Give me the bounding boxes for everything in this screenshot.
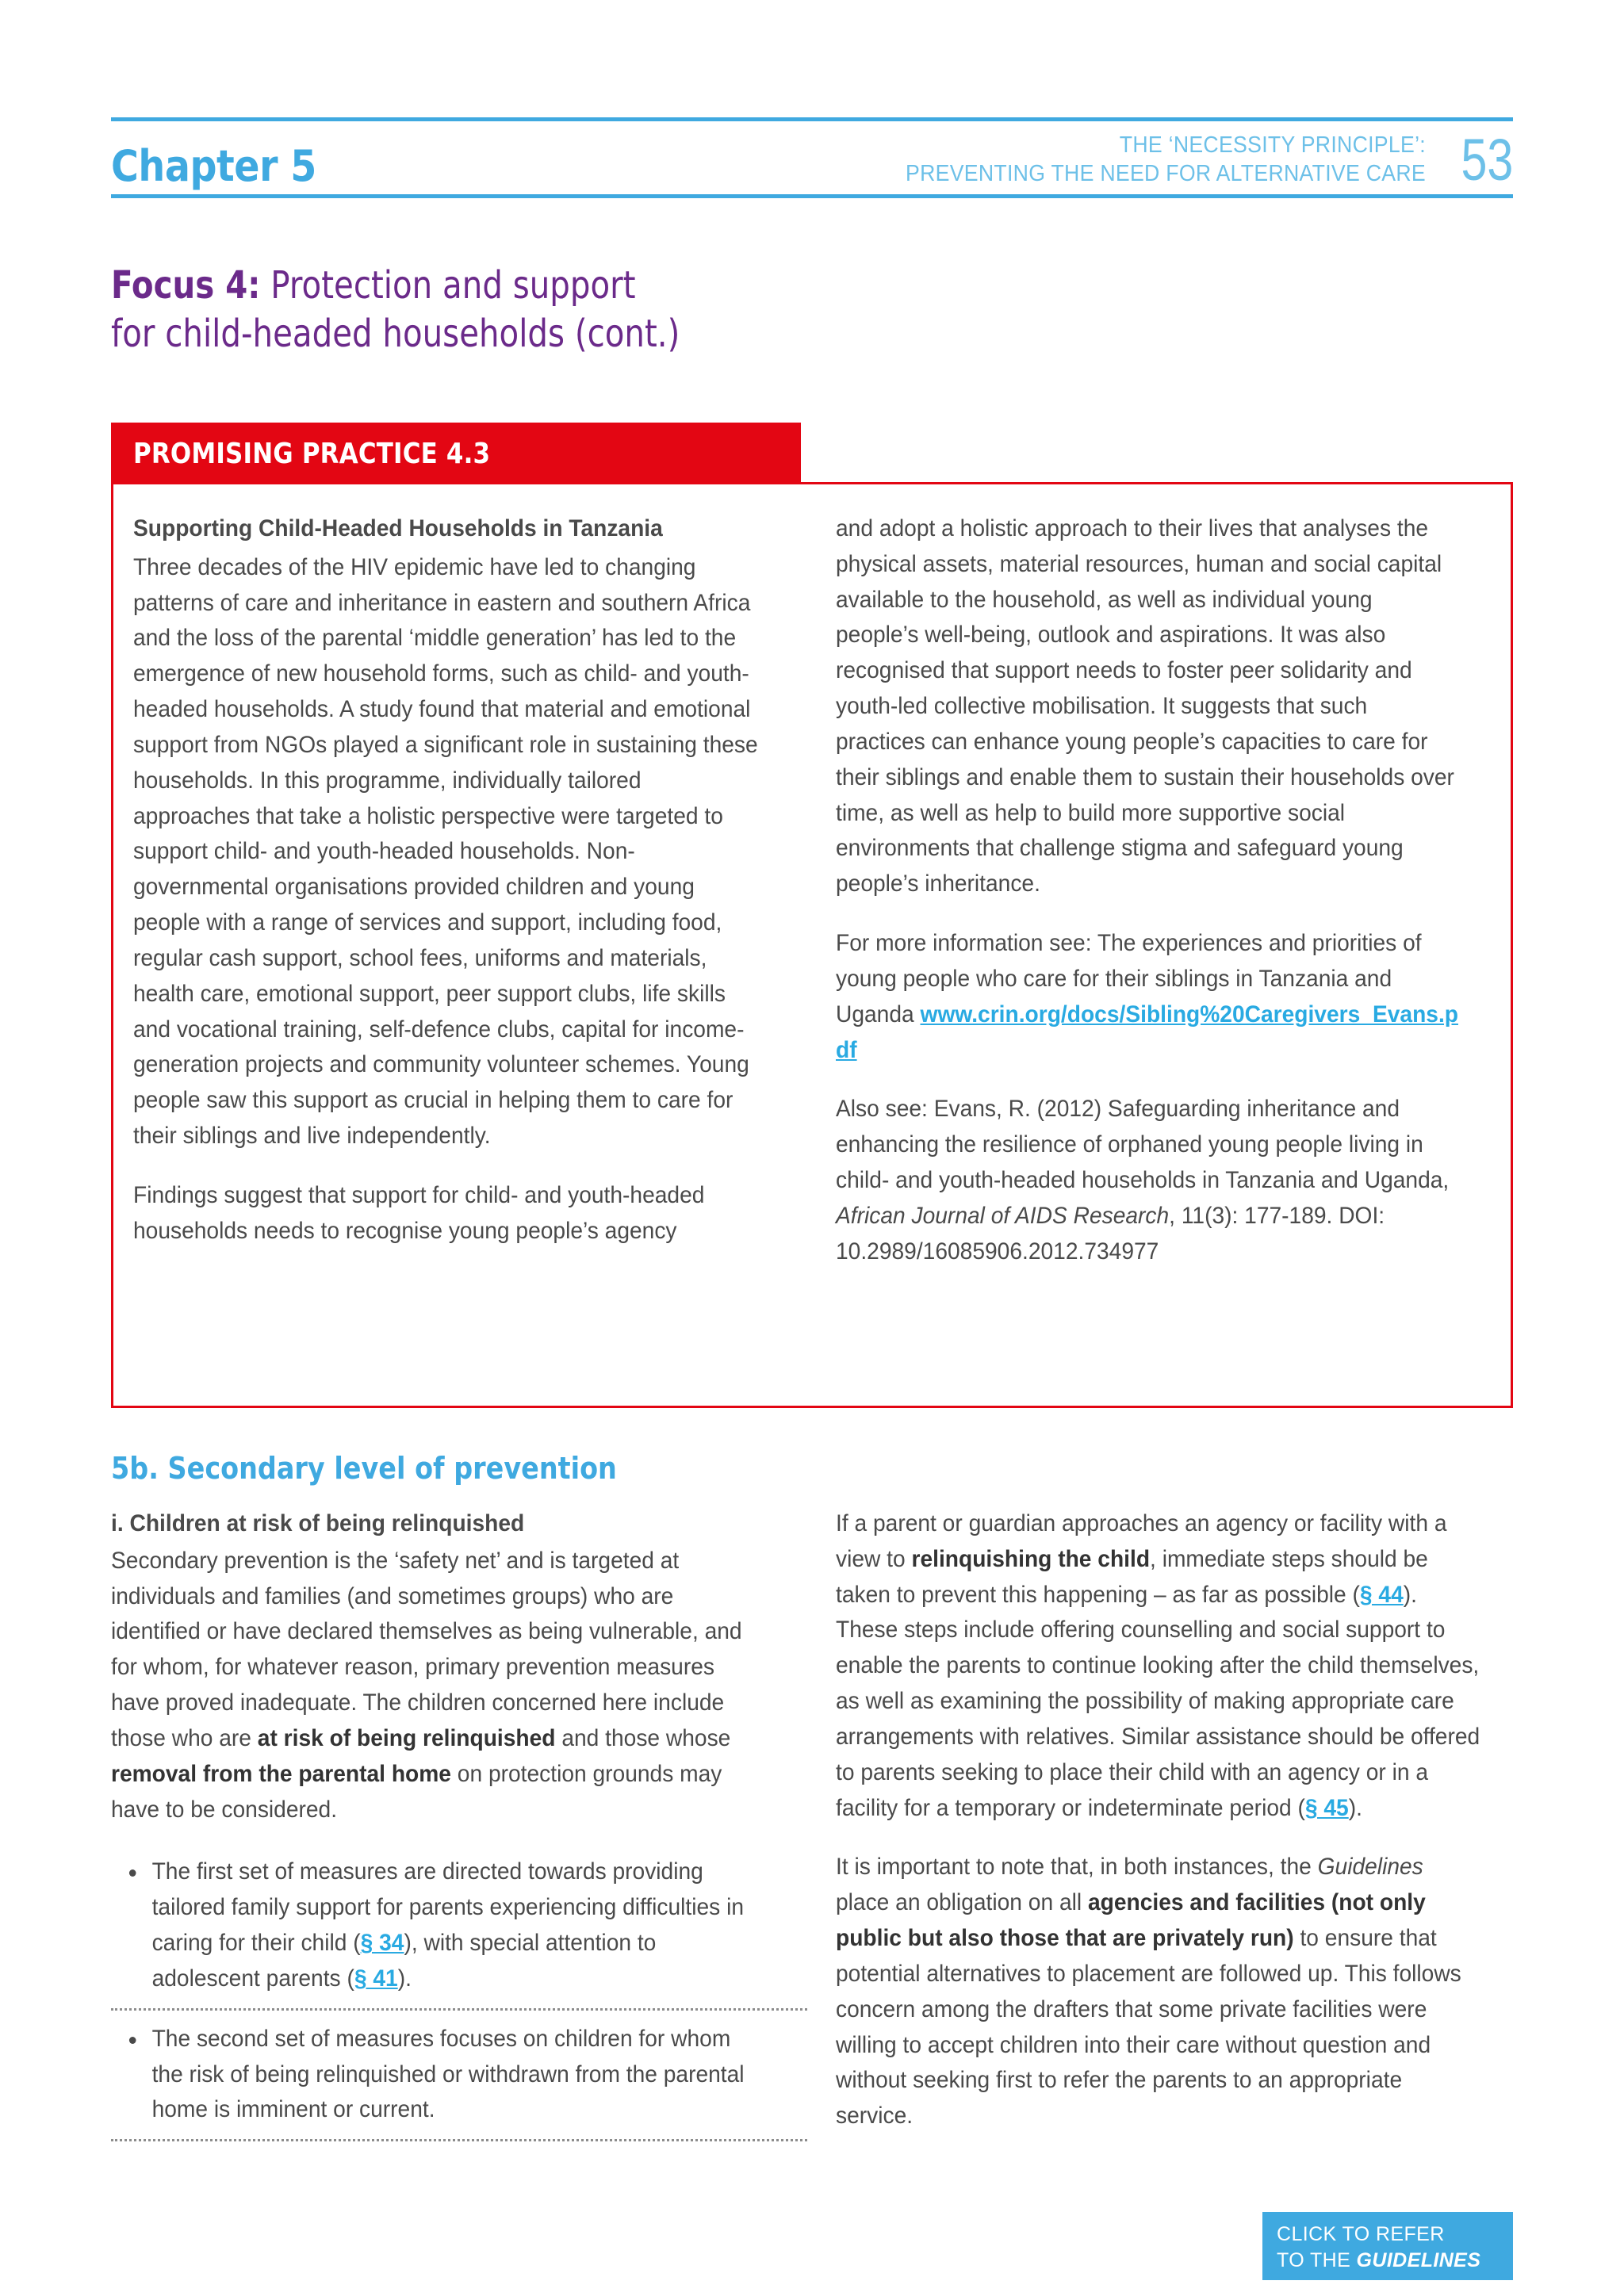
promising-practice-right-paragraph-2 <box>836 926 1461 1068</box>
rp2-part-a: It is important to note that, in both instances, the <box>836 1854 1318 1881</box>
citation-suffix: , 11(3): 177-189. DOI: 10.2989/16085906.2012.734977 <box>836 1202 1385 1265</box>
journal-name: African Journal of AIDS Research <box>836 1202 1170 1229</box>
promising-practice-left-column <box>133 511 788 1270</box>
section-5b-right-paragraph-1 <box>836 1506 1483 1826</box>
rp1-part-d: ). These steps include offering counselling and social support to enable the parents to continue looking after the child themselves, as well as examining the possibility of making appropriate care arrangements with relatives. Similar assistance should be offered to parents seeking to place their child with an agency or in a facility for a temporary or indeterminate period ( <box>836 1581 1480 1821</box>
dotted-divider <box>111 2139 807 2141</box>
bullet1-part-b: ), with special attention to adolescent parents ( <box>151 1930 657 1992</box>
citation-prefix: Also see: Evans, R. (2012) Safeguarding inheritance and enhancing the resilience of orphaned young people living in child- and youth-headed households in Tanzania and Uganda, <box>836 1096 1450 1194</box>
list-item <box>111 2022 758 2128</box>
focus-title-line2: for child-headed households (cont.) <box>111 312 680 357</box>
guideline-link-45[interactable]: § 45 <box>1304 1794 1349 1821</box>
refer-line-2 <box>1277 2248 1513 2274</box>
rp1-part-e: ). <box>1348 1794 1362 1821</box>
running-head-line2: PREVENTING THE NEED FOR ALTERNATIVE CARE <box>905 160 1426 186</box>
guideline-link-44[interactable]: § 44 <box>1359 1581 1404 1608</box>
rp1-part-a: If a parent or guardian approaches an agency or facility with a view to <box>836 1510 1447 1572</box>
chapter-title: Chapter 5 <box>111 141 316 191</box>
bullet2-text: The second set of measures focuses on children for whom the risk of being relinquished or withdrawn from the parental home is imminent or current. <box>151 2025 745 2123</box>
refer-line-1: CLICK TO REFER <box>1277 2223 1445 2245</box>
bullet1-part-a: The first set of measures are directed towards providing tailored family support for parents experiencing difficulties in caring for their child ( <box>151 1858 745 1957</box>
refer-guidelines-word: GUIDELINES <box>1356 2249 1481 2271</box>
promising-practice-right-paragraph-3 <box>836 1092 1461 1269</box>
rp1-bold-relinquishing: relinquishing the child <box>911 1545 1151 1572</box>
promising-practice-columns <box>133 511 1491 1270</box>
section-5b-left-column <box>111 1506 788 2158</box>
section-5b-columns <box>111 1506 1513 2158</box>
header-rule-bottom <box>111 194 1513 198</box>
reference-intro-text: For more information see: The experiences and priorities of young people who care for their siblings in Tanzania and Uganda <box>836 930 1422 1027</box>
bullet1-part-c: ). <box>397 1965 412 1992</box>
p1-part-a: Secondary prevention is the ‘safety net’ and is targeted at individuals and families (and sometimes groups) who are identified or have declared themselves as being vulnerable, and for whom, for whatever reason, primary prevention measures have proved inadequate. The children concerned here include those who are <box>111 1547 742 1751</box>
rp1-part-c: , immediate steps should be taken to prevent this happening – as far as possible ( <box>836 1545 1428 1608</box>
section-5b-right-column <box>836 1506 1513 2158</box>
focus-title-rest: Protection and support <box>260 263 636 308</box>
p1-part-c: and those whose <box>555 1724 731 1751</box>
section-5b-right-paragraph-2 <box>836 1850 1483 2134</box>
promising-practice-left-paragraph-2: Findings suggest that support for child- and youth-headed households needs to recognise young people’s agency <box>133 1181 705 1244</box>
promising-practice-left-paragraph-1: Three decades of the HIV epidemic have led to changing patterns of care and inheritance in eastern and southern Africa and the loss of the parental ‘middle generation’ has led to the emergence of new household forms, such as child- and youth-headed households. A study found that material and emotional support from NGOs played a significant role in sustaining these households. In this programme, individually tailored approaches that take a holistic perspective were targeted to support child- and youth-headed households. Non-governmental organisations provided children and young people with a range of services and support, including food, regular cash support, school fees, uniforms and materials, health care, emotional support, peer support clubs, life skills and vocational training, self-defence clubs, capital for income-generation projects and community volunteer schemes. Young people saw this support as crucial in helping them to care for their siblings and live independently. <box>133 553 758 1150</box>
crin-pdf-link[interactable]: www.crin.org/docs/Sibling%20Caregivers_Evans.pdf <box>836 1001 1458 1063</box>
running-head-line1: THE ‘NECESSITY PRINCIPLE’: <box>1119 132 1426 158</box>
guideline-link-34[interactable]: § 34 <box>360 1930 404 1957</box>
promising-practice-banner <box>111 423 801 484</box>
p1-bold-removal: removal from the parental home <box>111 1760 451 1787</box>
promising-practice-subtitle: Supporting Child-Headed Households in Tanzania <box>133 515 663 541</box>
guideline-link-41[interactable]: § 41 <box>354 1965 398 1992</box>
page-number: 53 <box>1461 126 1513 193</box>
click-to-refer-button[interactable] <box>1262 2212 1513 2280</box>
promising-practice-banner-label: PROMISING PRACTICE 4.3 <box>133 437 491 470</box>
rp2-part-b: place an obligation on all <box>836 1889 1088 1916</box>
dotted-divider <box>111 2008 807 2011</box>
section-5b-left-paragraph-1 <box>111 1544 758 1828</box>
page-header <box>111 117 1513 198</box>
p1-part-d: on protection grounds may have to be considered. <box>111 1760 722 1823</box>
section-5b-heading: 5b. Secondary level of prevention <box>111 1451 617 1486</box>
refer-line-2-prefix: TO THE <box>1277 2249 1357 2271</box>
promising-practice-right-paragraph-1: and adopt a holistic approach to their lives that analyses the physical assets, material resources, human and social capital available to the household, as well as individual young people’s well-being, outlook and aspirations. It was also recognised that support needs to foster peer solidarity and youth-led collective mobilisation. It suggests that such practices can enhance young people’s capacities to care for their siblings and enable them to sustain their households over time, as well as help to build more supportive social environments that challenge stigma and safeguard young people’s inheritance. <box>836 515 1454 897</box>
section-5b-bullet-list <box>111 1854 788 2141</box>
focus-title <box>111 262 1044 359</box>
running-head <box>906 131 1426 189</box>
rp2-part-c: to ensure that potential alternatives to placement are followed up. This follows concern among the drafters that some private facilities were willing to accept children into their care without question and without seeking first to refer the parents to an appropriate service. <box>836 1925 1461 2130</box>
focus-lead: Focus 4: <box>111 263 261 308</box>
rp2-bold-agencies: agencies and facilities (not only public but also those that are privately run) <box>836 1889 1426 1952</box>
p1-bold-at-risk: at risk of being relinquished <box>257 1724 556 1751</box>
section-5b-sub-heading: i. Children at risk of being relinquished <box>111 1510 525 1536</box>
guidelines-italic: Guidelines <box>1317 1854 1423 1881</box>
list-item <box>111 1854 758 1996</box>
promising-practice-right-column <box>836 511 1491 1270</box>
